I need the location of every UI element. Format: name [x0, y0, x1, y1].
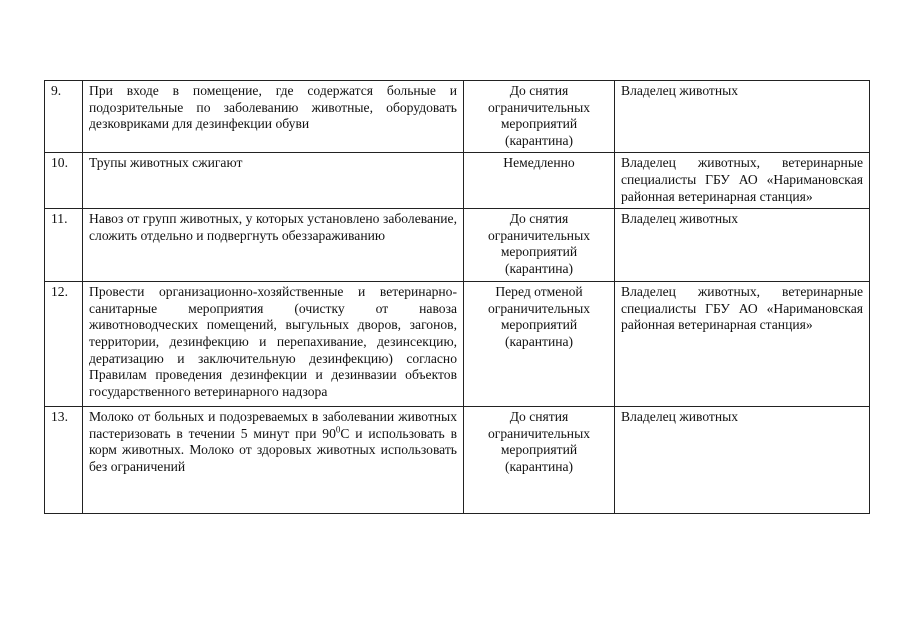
measure-deadline: Немедленно	[464, 153, 615, 209]
row-number: 12.	[45, 282, 83, 407]
measure-deadline: До снятия ограничительных мероприятий (карантина)	[464, 209, 615, 282]
measure-deadline: Перед отменой ограничительных мероприятий (карантина)	[464, 282, 615, 407]
measure-responsible: Владелец животных	[615, 407, 870, 514]
measures-table	[44, 80, 870, 514]
degree-superscript: 0	[335, 424, 341, 435]
measure-deadline: До снятия ограничительных мероприятий (карантина)	[464, 407, 615, 514]
row-number: 13.	[45, 407, 83, 514]
measure-description: При входе в помещение, где содержатся больные и подозрительные по заболеванию животные, оборудовать дезковриками для дезинфекции обуви	[83, 81, 464, 153]
measure-description-part1: Молоко от больных и подозреваемых в заболевании животных пастеризовать в течении 5 минут при 90	[89, 409, 457, 441]
row-number: 10.	[45, 153, 83, 209]
table-row	[45, 282, 870, 407]
row-number: 9.	[45, 81, 83, 153]
measure-description	[83, 407, 464, 514]
measure-responsible: Владелец животных	[615, 209, 870, 282]
measure-description: Провести организационно-хозяйственные и ветеринарно-санитарные мероприятия (очистку от навоза животноводческих помещений, выгульных дворов, загонов, территории, дезинфекцию и перепахивание, дезинсекцию, дератизацию и заключительную дезинфекцию) согласно Правилам проведения дезинфекции и дезинвазии объектов государственного ветеринарного надзора	[83, 282, 464, 407]
table-row	[45, 81, 870, 153]
measure-responsible: Владелец животных, ветеринарные специалисты ГБУ АО «Наримановская районная ветеринарная станция»	[615, 153, 870, 209]
table-row	[45, 153, 870, 209]
measure-responsible: Владелец животных, ветеринарные специалисты ГБУ АО «Наримановская районная ветеринарная станция»	[615, 282, 870, 407]
measure-responsible: Владелец животных	[615, 81, 870, 153]
table-row	[45, 209, 870, 282]
measure-description-part2: С и использовать в корм животных. Молоко от здоровых животных использовать без ограничений	[89, 425, 457, 474]
measure-description: Трупы животных сжигают	[83, 153, 464, 209]
measure-description: Навоз от групп животных, у которых установлено заболевание, сложить отдельно и подвергнуть обеззараживанию	[83, 209, 464, 282]
row-number: 11.	[45, 209, 83, 282]
table-row	[45, 407, 870, 514]
measure-deadline: До снятия ограничительных мероприятий (карантина)	[464, 81, 615, 153]
